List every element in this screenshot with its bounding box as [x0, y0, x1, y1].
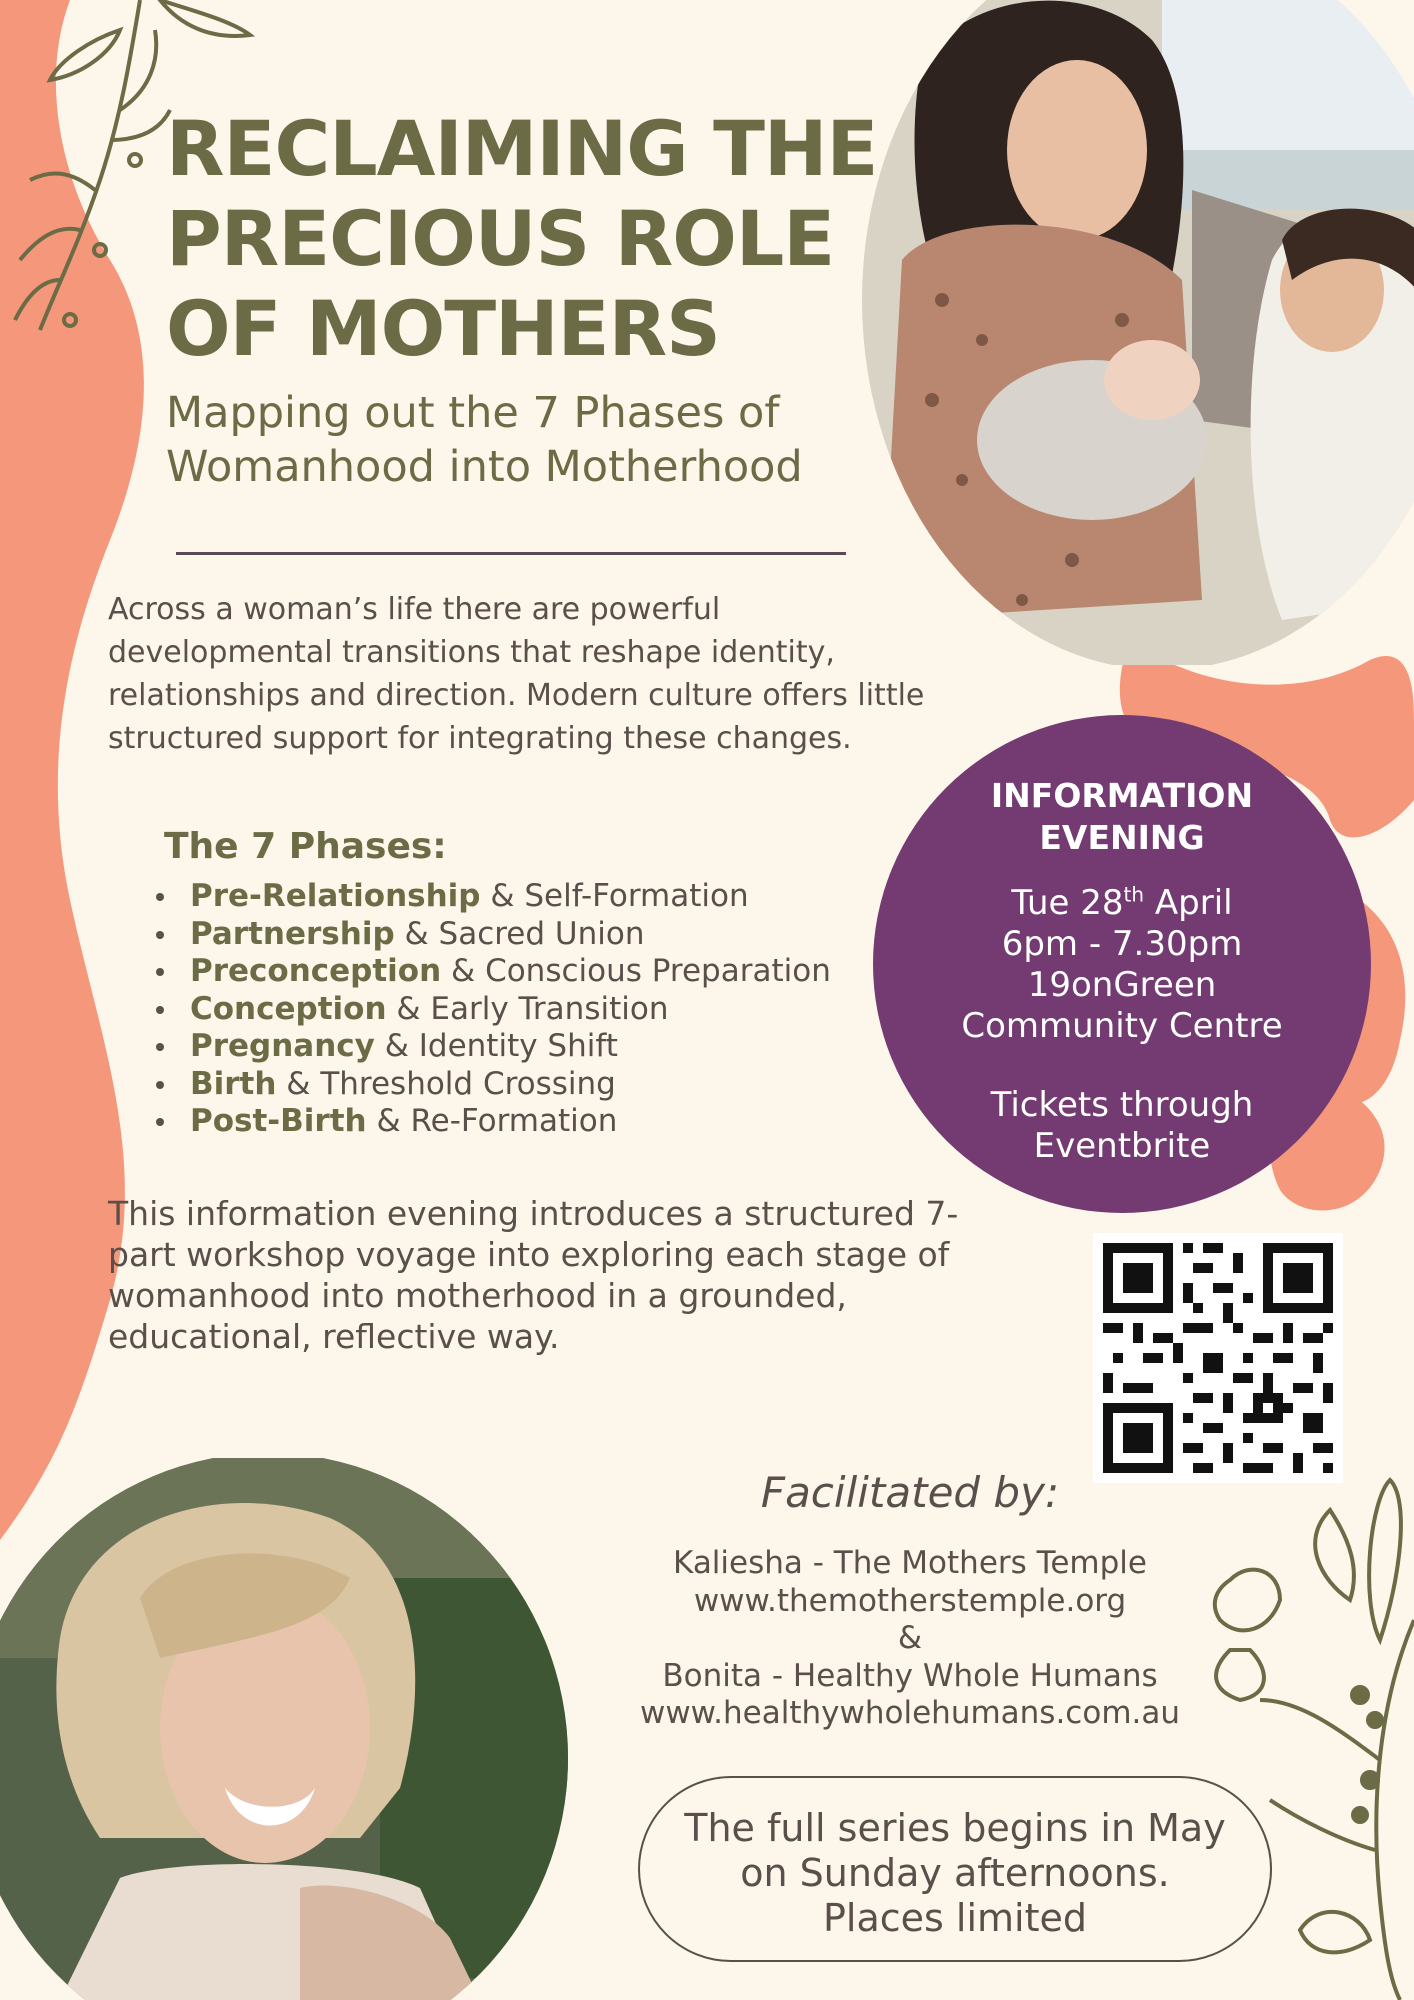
phase-list: [150, 878, 831, 1141]
series-line: on Sunday afternoons.: [740, 1851, 1170, 1895]
info-evening-badge: [873, 715, 1371, 1213]
phase-theme: & Identity Shift: [374, 1028, 618, 1064]
facilitated-heading: Facilitated by:: [760, 1468, 1060, 1517]
phase-item: [150, 953, 831, 991]
phase-theme: & Threshold Crossing: [276, 1065, 616, 1102]
page-title: [166, 104, 886, 374]
phase-item: [150, 1028, 831, 1066]
title-line: OF MOTHERS: [166, 284, 720, 373]
event-details: [873, 883, 1371, 1047]
subtitle-line: Womanhood into Motherhood: [166, 442, 803, 492]
phase-item: [150, 878, 831, 916]
ampersand: &: [897, 1620, 923, 1656]
title-line: PRECIOUS ROLE: [166, 194, 835, 283]
phase-item: [150, 1066, 831, 1104]
phase-name: Pre-Relationship: [190, 878, 481, 914]
divider: [176, 552, 846, 555]
phase-theme: & Sacred Union: [394, 915, 645, 952]
facilitator-2: Bonita - Healthy Whole Humans: [662, 1657, 1158, 1694]
phases-heading: The 7 Phases:: [164, 826, 447, 867]
subtitle-line: Mapping out the 7 Phases of: [166, 388, 780, 438]
phase-theme: & Re-Formation: [366, 1103, 618, 1139]
info-evening-title: [873, 775, 1371, 859]
phase-name: Partnership: [190, 915, 395, 952]
phase-theme: & Self-Formation: [480, 878, 749, 914]
event-date-suffix: th: [1123, 882, 1145, 907]
phase-name: Post-Birth: [190, 1103, 367, 1139]
page-subtitle: [166, 386, 886, 494]
title-line: RECLAIMING THE: [166, 104, 878, 193]
phase-theme: & Conscious Preparation: [441, 953, 831, 989]
event-time: 6pm - 7.30pm: [1001, 924, 1243, 964]
phase-name: Conception: [190, 990, 387, 1027]
phase-name: Birth: [190, 1065, 277, 1102]
series-line: Places limited: [823, 1896, 1087, 1940]
facilitator-photo: [0, 1458, 572, 2000]
intro-paragraph: Across a woman’s life there are powerful developmental transitions that reshape identity, relationships and direction. Modern culture offers little structured support for integrating these changes.: [108, 592, 925, 756]
mother-family-photo: [862, 0, 1414, 665]
qr-code-icon[interactable]: [1093, 1233, 1343, 1483]
phase-name: Pregnancy: [190, 1028, 375, 1064]
phase-theme: & Early Transition: [386, 990, 669, 1027]
info-title-line: INFORMATION: [990, 776, 1254, 815]
facilitator-1: Kaliesha - The Mothers Temple: [673, 1545, 1147, 1581]
workshop-paragraph: This information evening introduces a structured 7-part workshop voyage into exploring each stage of womanhood into motherhood in a grounded, educational, reflective way.: [108, 1194, 959, 1356]
event-venue-line2: Community Centre: [961, 1006, 1283, 1046]
event-date-month: April: [1144, 883, 1233, 923]
info-title-line: EVENING: [1039, 818, 1205, 857]
tickets-info: [873, 1085, 1371, 1167]
event-venue-line1: 19onGreen: [1027, 965, 1217, 1005]
event-date-day: Tue 28: [1011, 883, 1124, 923]
series-line: The full series begins in May: [684, 1806, 1226, 1850]
phase-item: [150, 991, 831, 1029]
series-note: [638, 1776, 1272, 1962]
tickets-line: Eventbrite: [1033, 1126, 1211, 1166]
tickets-line: Tickets through: [990, 1085, 1254, 1125]
facilitator-1-website[interactable]: www.themotherstemple.org: [693, 1582, 1127, 1619]
phase-item: [150, 1103, 831, 1141]
event-date: [873, 883, 1371, 924]
facilitators-list: [560, 1545, 1260, 1733]
phase-item: [150, 916, 831, 954]
phase-name: Preconception: [190, 953, 442, 989]
facilitator-2-website[interactable]: www.healthywholehumans.com.au: [639, 1695, 1181, 1731]
